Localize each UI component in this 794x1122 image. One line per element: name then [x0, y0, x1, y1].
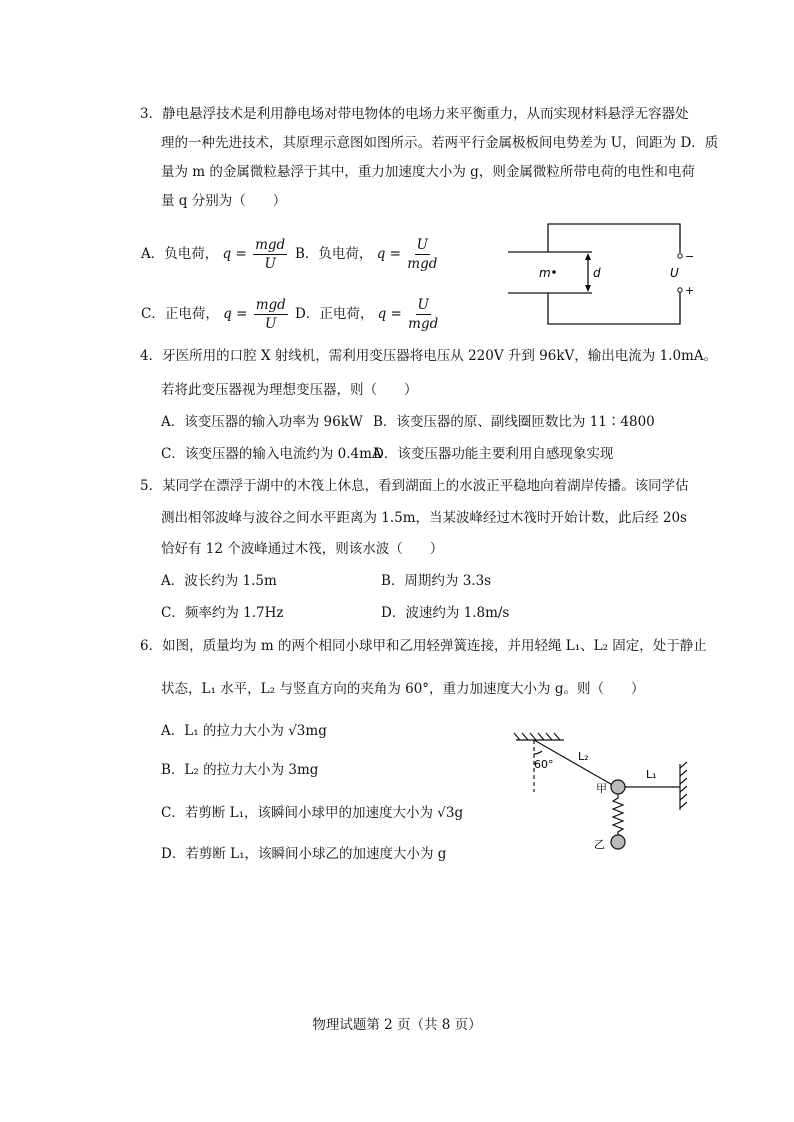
distance-d-label: d	[593, 266, 601, 280]
angle-arc	[534, 751, 542, 754]
q6-option-c: C．若剪断 L₁，该瞬间小球甲的加速度大小为 √3g	[161, 805, 464, 821]
top-wire	[548, 224, 680, 253]
q3-option-c-den: U	[265, 316, 277, 332]
q3-option-d-num: U	[417, 297, 429, 313]
voltage-u-label: U	[670, 266, 679, 280]
q4-line-1: 4．牙医所用的口腔 X 射线机，需利用变压器将电压从 220V 升到 96kV，输出电流为 1.0mA。	[140, 348, 718, 364]
plus-sign: +	[685, 284, 694, 297]
q3-option-d-var: q =	[377, 306, 402, 322]
q3-option-b-fraction	[407, 236, 437, 273]
q6-option-a: A．L₁ 的拉力大小为 √3mg	[161, 723, 327, 739]
q4-option-a: A．该变压器的输入功率为 96kW	[161, 414, 363, 430]
q3-line-3: 量为 m 的金属微粒悬浮于其中，重力加速度大小为 g，则金属微粒所带电荷的电性和电荷	[161, 164, 695, 180]
q3-option-b-den: mgd	[407, 256, 438, 272]
q5-option-d: D．波速约为 1.8m/s	[381, 605, 510, 621]
q3-option-b-num: U	[416, 237, 428, 253]
q3-option-c	[141, 296, 290, 333]
q3-option-d-label: D．正电荷，	[295, 306, 374, 322]
q4-line-2: 若将此变压器视为理想变压器，则（ ）	[161, 382, 418, 398]
q4-option-c: C．该变压器的输入电流约为 0.4mA	[161, 446, 382, 462]
q3-option-d-den: mgd	[408, 316, 439, 332]
particle-m-label: m	[539, 266, 551, 280]
q3-option-a	[141, 236, 289, 273]
q6-option-d: D．若剪断 L₁，该瞬间小球乙的加速度大小为 g	[161, 846, 447, 862]
q3-line-4: 量 q 分别为（ ）	[161, 193, 287, 209]
q3-option-a-fraction	[253, 236, 287, 273]
d-arrow-head-up	[585, 253, 591, 260]
q3-line-2: 理的一种先进技术，其原理示意图如图所示。若两平行金属极板间电势差为 U，间距为 D．质	[161, 135, 719, 151]
q5-option-c: C．频率约为 1.7Hz	[161, 605, 284, 621]
q5-option-b: B．周期约为 3.3s	[381, 573, 492, 589]
terminal-minus	[678, 254, 682, 258]
jia-label: 甲	[596, 782, 607, 795]
q3-option-a-var: q =	[222, 246, 247, 262]
yi-label: 乙	[594, 838, 605, 851]
q3-option-b-label: B．负电荷，	[295, 246, 373, 262]
q5-option-a: A．波长约为 1.5m	[161, 573, 277, 589]
q3-line-1: 3．静电悬浮技术是利用静电场对带电物体的电场力来平衡重力，从而实现材料悬浮无容器处	[140, 106, 689, 122]
q3-option-a-num: mgd	[255, 237, 286, 253]
q5-line-3: 恰好有 12 个波峰通过木筏，则该水波（ ）	[161, 541, 444, 557]
q3-option-d	[295, 296, 440, 333]
ball-jia	[611, 780, 625, 794]
q3-option-c-fraction	[254, 296, 288, 333]
minus-sign: −	[685, 250, 694, 263]
q3-option-c-num: mgd	[255, 297, 286, 313]
q5-line-2: 测出相邻波峰与波谷之间水平距离为 1.5m，当某波峰经过木筏时开始计数，此后经 20s	[161, 510, 687, 526]
q3-option-a-label: A．负电荷，	[141, 246, 219, 262]
ball-yi	[611, 835, 625, 849]
page-footer: 物理试题第 2 页（共 8 页）	[312, 1017, 482, 1033]
particle-dot	[552, 270, 556, 274]
bottom-wire	[548, 292, 680, 324]
d-arrow-head-down	[585, 285, 591, 292]
l1-label: L₁	[646, 768, 657, 781]
q4-option-b: B．该变压器的原、副线圈匝数比为 11∶4800	[373, 414, 655, 430]
q3-option-d-fraction	[408, 296, 438, 333]
q3-option-c-label: C．正电荷，	[141, 306, 219, 322]
q4-option-d: D．该变压器功能主要利用自感现象实现	[373, 446, 614, 462]
q6-option-b: B．L₂ 的拉力大小为 3mg	[161, 762, 319, 778]
q6-line-2: 状态，L₁ 水平，L₂ 与竖直方向的夹角为 60°，重力加速度大小为 g。则（ ）	[161, 681, 645, 697]
angle-60-label: 60°	[534, 758, 554, 771]
spring	[613, 794, 623, 836]
q3-option-b-var: q =	[376, 246, 401, 262]
terminal-plus	[678, 288, 682, 292]
q5-line-1: 5．某同学在漂浮于湖中的木筏上休息，看到湖面上的水波正平稳地向着湖岸传播。该同学估	[140, 478, 689, 494]
q3-option-a-den: U	[264, 256, 276, 272]
q3-parallel-plates-figure	[508, 220, 694, 330]
q6-balls-figure	[510, 730, 690, 860]
l2-label: L₂	[578, 750, 589, 763]
q3-option-c-var: q =	[223, 306, 248, 322]
q6-line-1: 6．如图，质量均为 m 的两个相同小球甲和乙用轻弹簧连接，并用轻绳 L₁、L₂ 固定，处于静止	[140, 638, 707, 654]
q3-option-b	[295, 236, 439, 273]
